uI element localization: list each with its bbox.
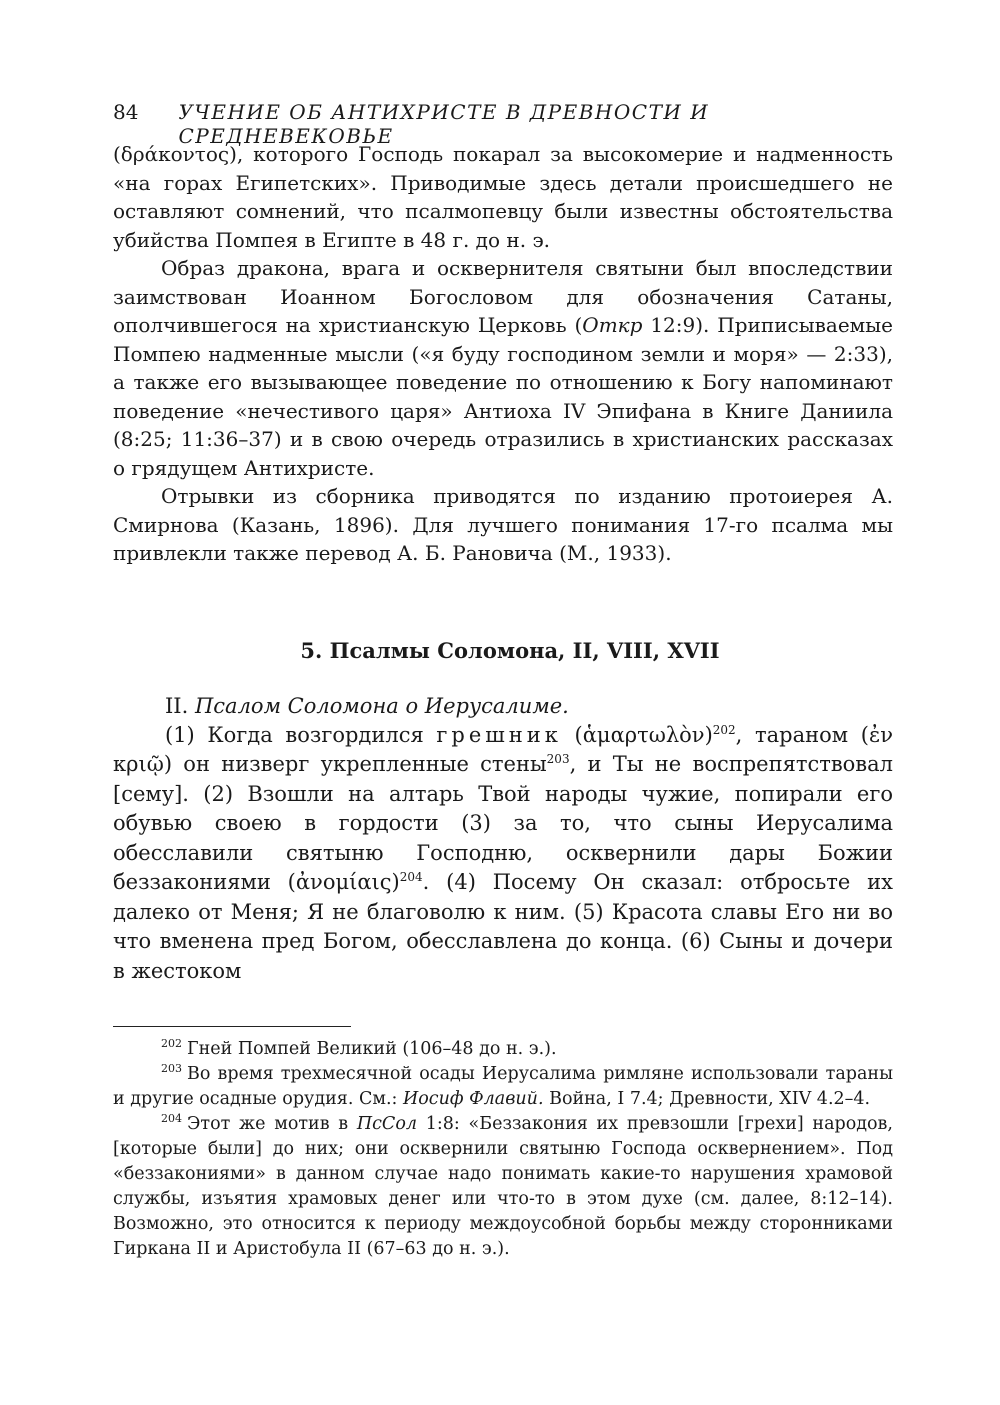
- verse-part-3: , тараном (ἐν κριῷ) он низверг укрепленные стены: [113, 722, 893, 776]
- spaced-word: грешник: [436, 722, 562, 747]
- verse-part-1: (1) Когда возгордился: [165, 722, 437, 747]
- paragraph-2-part-a: Образ дракона, врага и осквернителя святыни был впоследствии заимствован Иоанном Богословом для обозначения Сатаны, ополчившегося на христианскую Церковь (: [113, 256, 893, 337]
- footnote-204: [113, 1112, 893, 1262]
- book-page: [113, 100, 893, 1262]
- verse-part-2: (ἁμαρτωλὸν): [561, 722, 713, 747]
- footnote-divider: [113, 1026, 351, 1027]
- verse-part-4: , и Ты не воспрепятствовал [сему]. (2) Взошли на алтарь Твой народы чужие, попирали его обувью своею в гордости (3) за то, что сыны Иерусалима обесславили святыню Господню, осквернили дары Божии беззакониями (ἀνομίαις): [113, 752, 893, 894]
- footnote-number-202: 202: [161, 1037, 182, 1051]
- footnote-ref-204: 204: [399, 870, 423, 884]
- psalm-number: II.: [165, 693, 189, 718]
- intro-text: [113, 140, 893, 568]
- footnote-number-203: 203: [161, 1062, 182, 1076]
- paragraph-1: (δράκοντος), которого Господь покарал за высокомерие и надменность «на горах Египетских». Приводимые здесь детали происшедшего не оставляют сомнений, что псалмопевцу были известны обстоятельства убийства Помпея в Египте в 48 г. до н. э.: [113, 142, 893, 252]
- psalm-verses: [113, 721, 893, 987]
- section-heading: 5. Псалмы Соломона, II, VIII, XVII: [300, 637, 720, 663]
- footnote-203-text-a: Во время трехмесячной осады Иерусалима римляне использовали тараны и другие осадные орудия. См.:: [113, 1064, 893, 1109]
- psalm-heading: [113, 691, 893, 721]
- running-header: [113, 100, 893, 148]
- footnote-number-204: 204: [161, 1112, 182, 1126]
- footnote-204-text-a: Этот же мотив в: [187, 1114, 357, 1134]
- footnote-202: [113, 1037, 893, 1062]
- revelation-reference: Откр: [582, 313, 643, 337]
- psalm-title: Псалом Соломона о Иерусалиме.: [194, 693, 569, 718]
- verse-part-5: . (4) Посему Он сказал: отбросьте их далеко от Меня; Я не благоволю к ним. (5) Красота славы Его ни во что вменена пред Богом, обесславлена до конца. (6) Сыны и дочери в жестоком: [113, 870, 893, 983]
- footnotes: [113, 1037, 893, 1262]
- paragraph-2-part-b: 12:9). Приписываемые Помпею надменные мысли («я буду господином земли и моря» — 2:33), а также его вызывающее поведение по отношению к Богу напоминают поведение «нечестивого царя» Антиоха IV Эпифана в Книге Даниила (8:25; 11:36–37) и в свою очередь отразились в христианских рассказах о грядущем Антихристе.: [113, 313, 893, 480]
- footnote-ref-202: 202: [712, 722, 736, 737]
- running-title: УЧЕНИЕ ОБ АНТИХРИСТЕ В ДРЕВНОСТИ И СРЕДНЕВЕКОВЬЕ: [178, 100, 710, 148]
- footnote-203-text-b: Война, I 7.4; Древности, XIV 4.2–4.: [543, 1089, 871, 1109]
- footnote-204-reference: ПсСол: [356, 1114, 418, 1134]
- paragraph-2: [113, 254, 893, 482]
- page-number: 84: [113, 100, 139, 124]
- footnote-203-author: Иосиф Флавий.: [402, 1089, 544, 1109]
- footnote-ref-203: 203: [546, 752, 570, 766]
- psalm-text: [113, 721, 893, 987]
- footnote-203: [113, 1062, 893, 1112]
- paragraph-3: Отрывки из сборника приводятся по изданию протоиерея А. Смирнова (Казань, 1896). Для лучшего понимания 17-го псалма мы привлекли также перевод А. Б. Рановича (М., 1933).: [113, 484, 893, 565]
- footnote-202-text: Гней Помпей Великий (106–48 до н. э.).: [187, 1039, 557, 1059]
- footnote-204-text-b: 1:8: «Беззакония их превзошли [грехи] народов, [которые были] до них; они осквернили святыню Господа осквернением». Под «беззакониями» в данном случае надо понимать какие-то нарушения храмовой службы, изъятия храмовых денег или что-то в этом духе (см. далее, 8:12–14). Возможно, это относится к периоду междоусобной борьбы между сторонниками Гиркана II и Аристобула II (67–63 до н. э.).: [113, 1114, 893, 1259]
